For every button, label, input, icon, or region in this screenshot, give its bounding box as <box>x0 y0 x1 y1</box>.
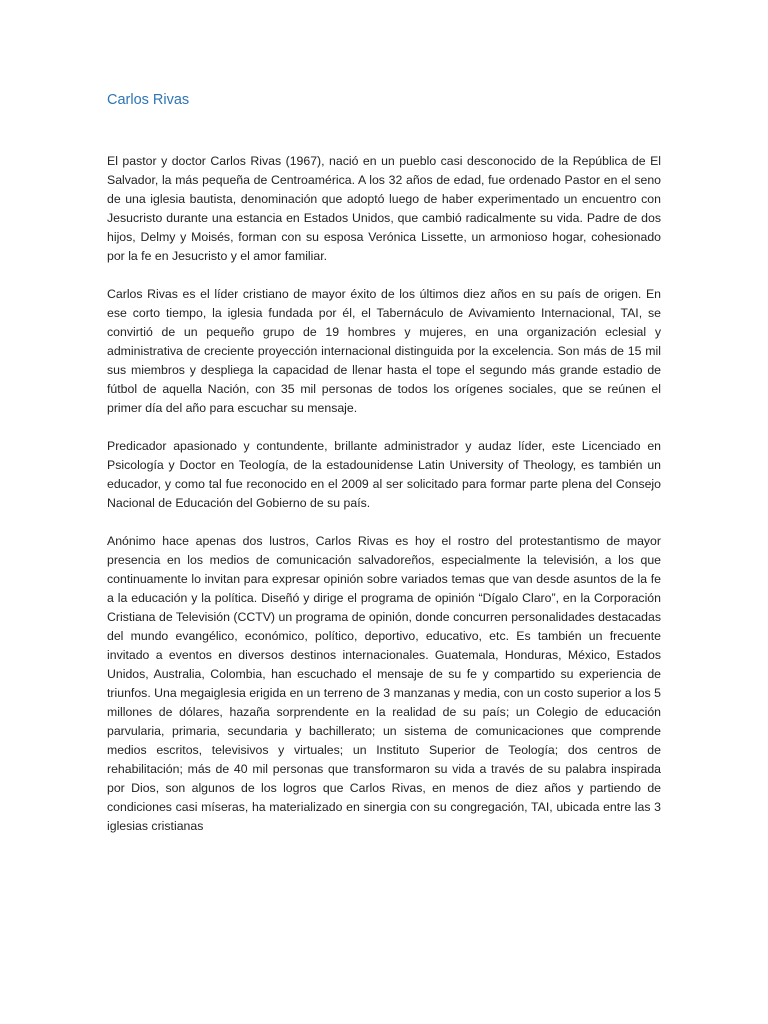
paragraph-4: Anónimo hace apenas dos lustros, Carlos Rivas es hoy el rostro del protestantismo de mayor presencia en los medios de comunicación salvadoreños, especialmente la televisión, a los que continuamente lo invitan para expresar opinión sobre variados temas que van desde asuntos de la fe a la educación y la política. Diseñó y dirige el programa de opinión “Dígalo Claro”, en la Corporación Cristiana de Televisión (CCTV) un programa de opinión, donde concurren personalidades destacadas del mundo evangélico, económico, político, deportivo, educativo, etc. Es también un frecuente invitado a eventos en diversos destinos internacionales. Guatemala, Honduras, México, Estados Unidos, Australia, Colombia, han escuchado el mensaje de su fe y compartido su experiencia de triunfos. Una megaiglesia erigida en un terreno de 3 manzanas y media, con un costo superior a los 5 millones de dólares, hazaña sorprendente en la realidad de su país; un Colegio de educación parvularia, primaria, secundaria y bachillerato; un sistema de comunicaciones que comprende medios escritos, televisivos y virtuales; un Instituto Superior de Teología; dos centros de rehabilitación; más de 40 mil personas que transformaron su vida a través de su palabra inspirada por Dios, son algunos de los logros que Carlos Rivas, en menos de diez años y partiendo de condiciones casi míseras, ha materializado en sinergia con su congregación, TAI, ubicada entre las 3 iglesias cristianas <box>107 534 661 833</box>
paragraph-2: Carlos Rivas es el líder cristiano de mayor éxito de los últimos diez años en su país de origen. En ese corto tiempo, la iglesia fundada por él, el Tabernáculo de Avivamiento Internacional, TAI, se convirtió de un pequeño grupo de 19 hombres y mujeres, en una organización eclesial y administrativa de creciente proyección internacional distinguida por la excelencia. Son más de 15 mil sus miembros y despliega la capacidad de llenar hasta el tope el segundo más grande estadio de fútbol de aquella Nación, con 35 mil personas de todos los orígenes sociales, que se reúnen el primer día del año para escuchar su mensaje. <box>107 287 661 415</box>
paragraph-3: Predicador apasionado y contundente, brillante administrador y audaz líder, este Licenciado en Psicología y Doctor en Teología, de la estadounidense Latin University of Theology, es también un educador, y como tal fue reconocido en el 2009 al ser solicitado para formar parte plena del Consejo Nacional de Educación del Gobierno de su país. <box>107 439 661 510</box>
paragraph-1: El pastor y doctor Carlos Rivas (1967), nació en un pueblo casi desconocido de la República de El Salvador, la más pequeña de Centroamérica. A los 32 años de edad, fue ordenado Pastor en el seno de una iglesia bautista, denominación que adoptó luego de haber experimentado un encuentro con Jesucristo durante una estancia en Estados Unidos, que cambió radicalmente su vida. Padre de dos hijos, Delmy y Moisés, forman con su esposa Verónica Lissette, un armonioso hogar, cohesionado por la fe en Jesucristo y el amor familiar. <box>107 154 661 263</box>
document-title: Carlos Rivas <box>107 92 190 108</box>
